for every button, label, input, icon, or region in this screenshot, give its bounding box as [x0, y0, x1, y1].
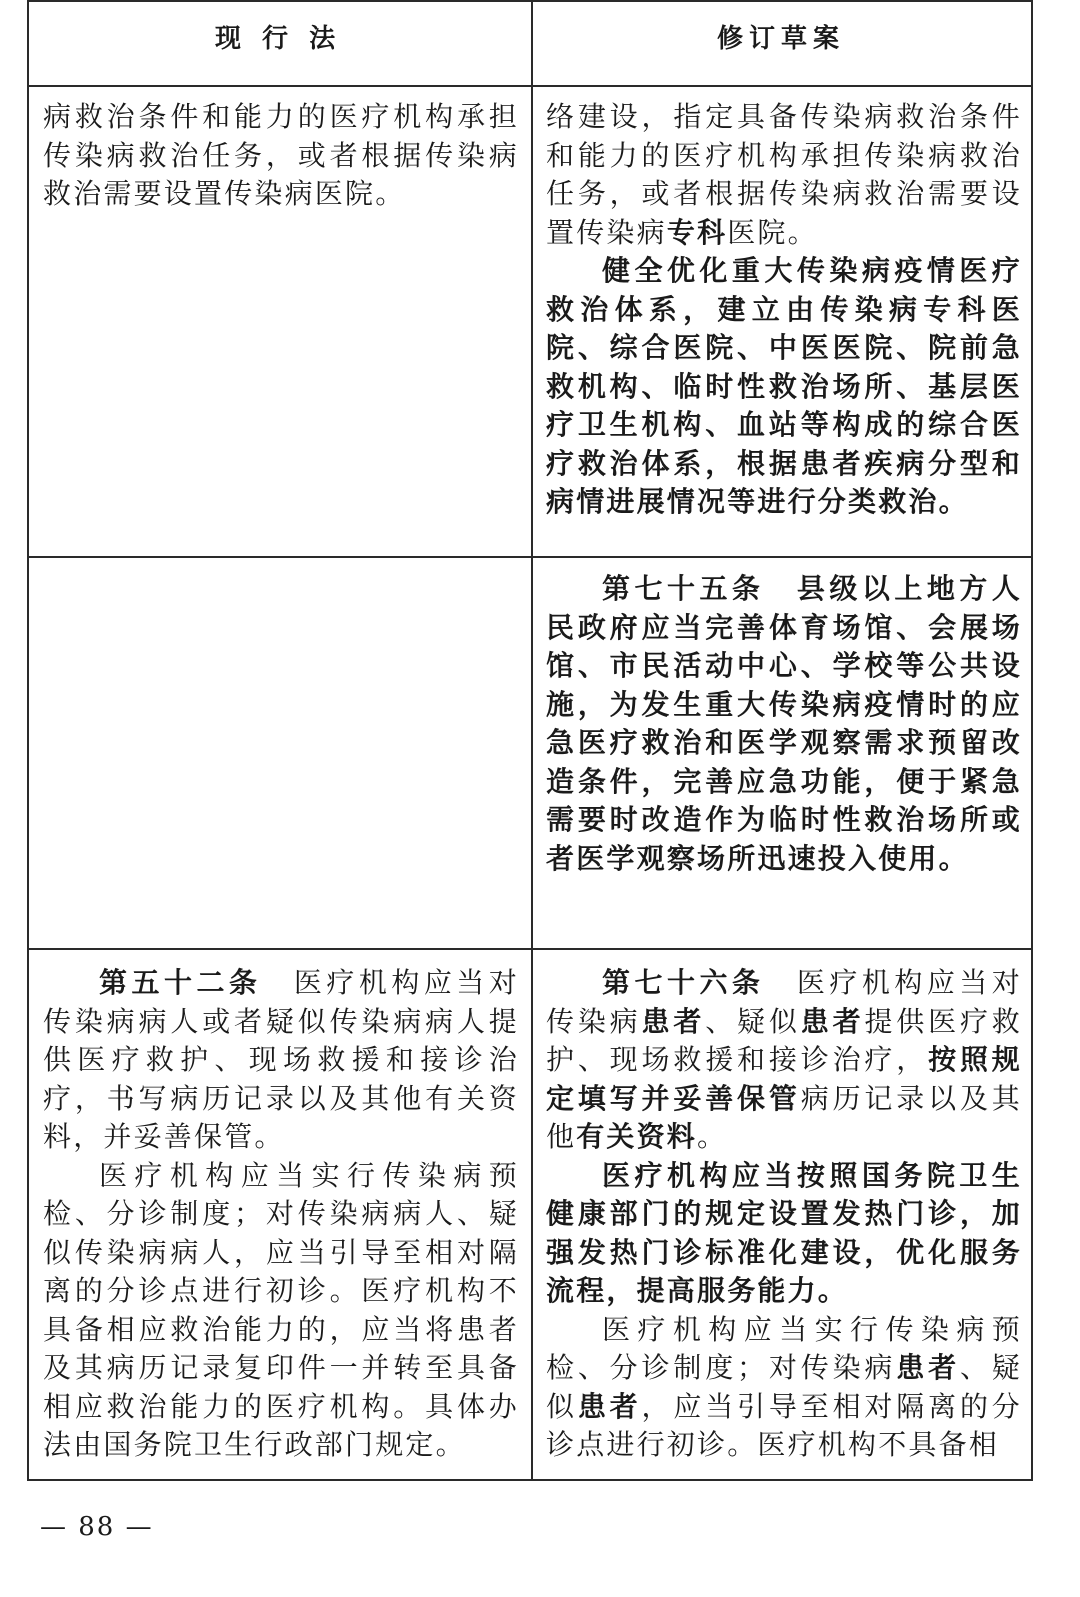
row1-right-paragraph-1: 络建设，指定具备传染病救治条件和能力的医疗机构承担传染病救治任务，或者根据传染病救治需要设置传染病专科医院。 — [546, 100, 1022, 249]
row-divider-2 — [29, 948, 1031, 950]
article-title: 第五十二条 — [99, 966, 262, 999]
row-divider-1 — [29, 556, 1031, 558]
article-title: 第七十六条 — [602, 966, 765, 999]
article-76-paragraph-3: 医疗机构应当实行传染病预检、分诊制度；对传染病患者、疑似患者，应当引导至相对隔离的分诊点进行初诊。医疗机构不具备相 — [546, 1312, 1022, 1461]
row3-left-cell — [43, 964, 519, 1465]
table-top-border — [29, 0, 1031, 2]
header-current-law: 现 行 法 — [215, 24, 342, 54]
article-75-paragraph: 第七十五条 县级以上地方人民政府应当完善体育场馆、会展场馆、市民活动中心、学校等公共设施，为发生重大传染病疫情时的应急医疗救治和医学观察需求预留改造条件，完善应急功能，便于紧急需要时改造作为临时性救治场所或者医学观察场所迅速投入使用。 — [546, 572, 1022, 875]
article-76-paragraph-2: 医疗机构应当按照国务院卫生健康部门的规定设置发热门诊，加强发热门诊标准化建设，优化服务流程，提高服务能力。 — [546, 1158, 1022, 1307]
comparison-table — [27, 0, 1033, 1481]
article-76-paragraph-1: 第七十六条 医疗机构应当对传染病患者、疑似患者提供医疗救护、现场救援和接诊治疗，按照规定填写并妥善保管病历记录以及其他有关资料。 — [546, 966, 1023, 1153]
row3-right-cell — [546, 964, 1022, 1465]
row2-right-cell — [546, 570, 1022, 878]
row1-right-paragraph-2: 健全优化重大传染病疫情医疗救治体系，建立由传染病专科医院、综合医院、中医医院、院前急救机构、临时性救治场所、基层医疗卫生机构、血站等构成的综合医疗救治体系，根据患者疾病分型和病情进展情况等进行分类救治。 — [546, 254, 1022, 518]
column-divider — [531, 0, 533, 1479]
row1-left-cell — [43, 98, 519, 214]
header-revised-draft: 修订草案 — [717, 24, 846, 54]
page-number: — 88 — — [40, 1512, 154, 1542]
bold-text: 专科 — [666, 215, 728, 249]
article-52-paragraph-1: 第五十二条 医疗机构应当对传染病病人或者疑似传染病病人提供医疗救护、现场救援和接诊治疗，书写病历记录以及其他有关资料，并妥善保管。 — [43, 966, 519, 1153]
row1-left-paragraph: 病救治条件和能力的医疗机构承担传染病救治任务，或者根据传染病救治需要设置传染病医院。 — [43, 100, 519, 210]
row1-right-cell — [546, 98, 1022, 522]
article-52-paragraph-2: 医疗机构应当实行传染病预检、分诊制度；对传染病病人、疑似传染病病人，应当引导至相对隔离的分诊点进行初诊。医疗机构不具备相应救治能力的，应当将患者及其病历记录复印件一并转至具备相应救治能力的医疗机构。具体办法由国务院卫生行政部门规定。 — [43, 1158, 519, 1461]
header-divider — [29, 85, 1031, 87]
